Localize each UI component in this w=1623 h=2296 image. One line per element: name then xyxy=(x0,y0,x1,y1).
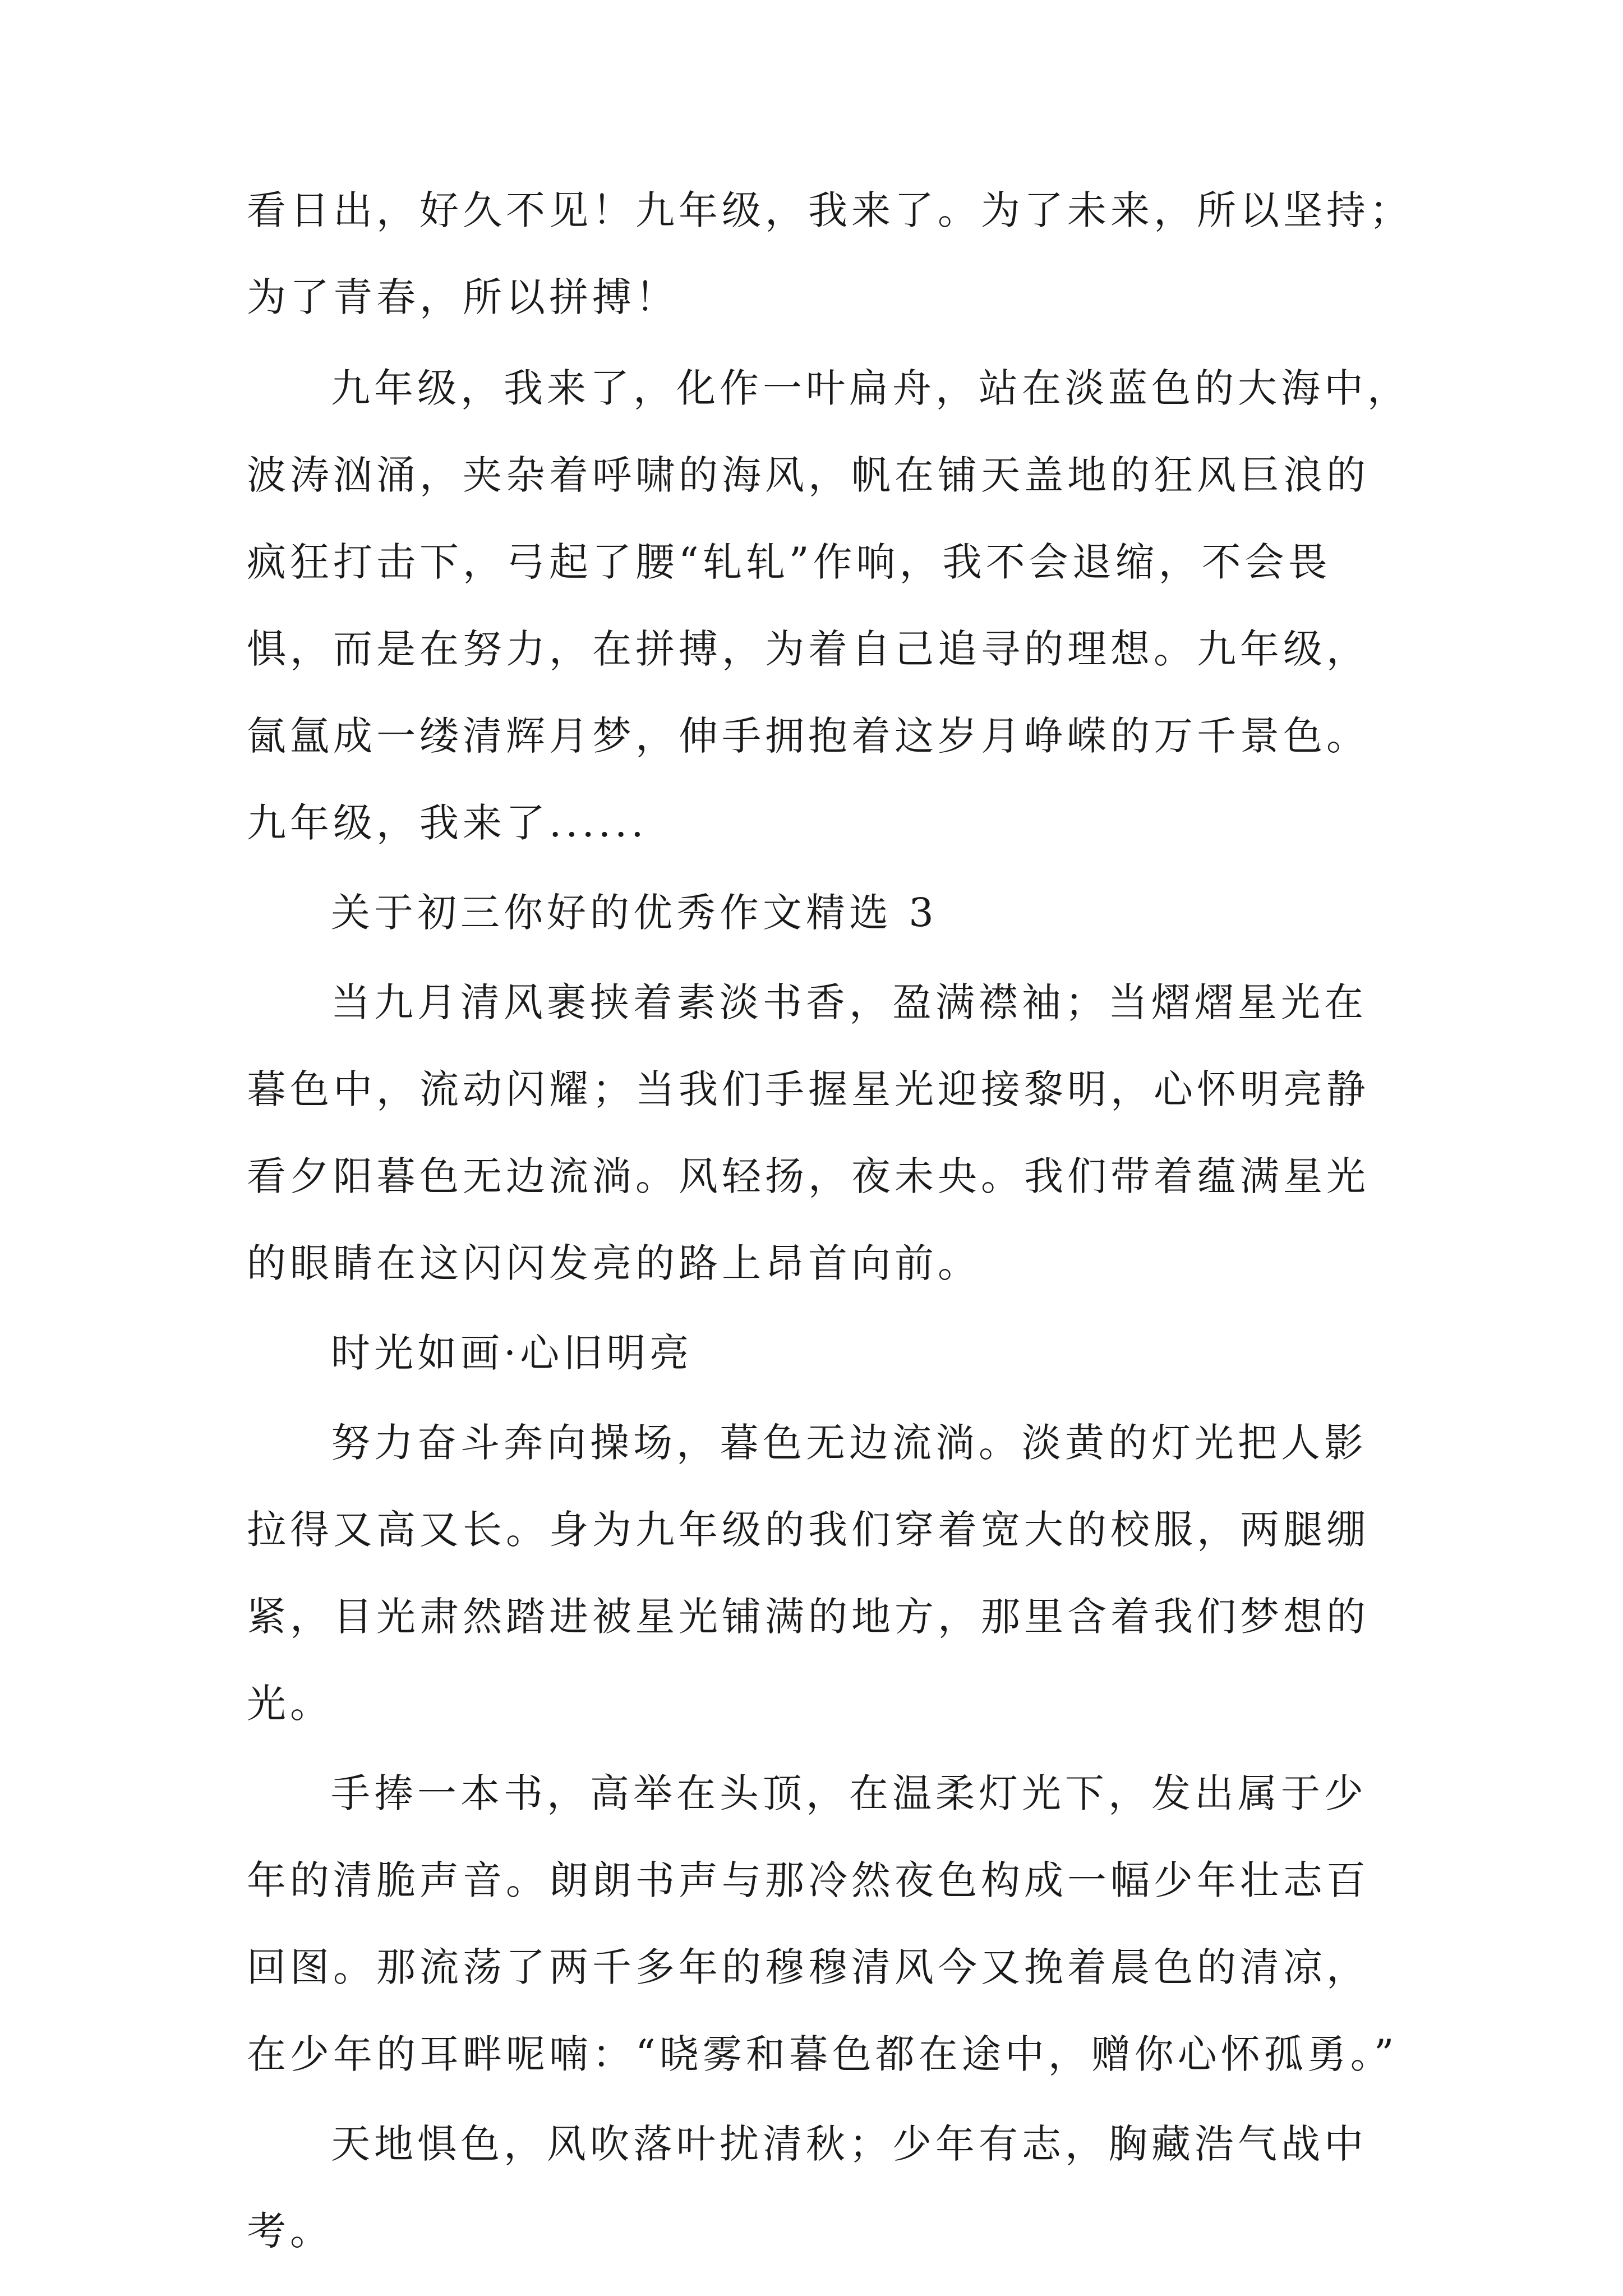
text-line-24: 考。 xyxy=(247,2208,333,2254)
text-line-4: 波涛汹涌，夹杂着呼啸的海风，帆在铺天盖地的狂风巨浪的 xyxy=(247,452,1370,498)
text-line-2: 为了青春，所以拼搏！ xyxy=(247,274,679,320)
text-line-20: 年的清脆声音。朗朗书声与那冷然夜色构成一幅少年壮志百 xyxy=(247,1857,1370,1903)
text-line-16: 拉得又高又长。身为九年级的我们穿着宽大的校服，两腿绷 xyxy=(247,1507,1370,1553)
text-line-12: 看夕阳暮色无边流淌。风轻扬，夜未央。我们带着蕴满星光 xyxy=(247,1153,1370,1199)
text-line-10: 当九月清风裹挟着素淡书香，盈满襟袖；当熠熠星光在 xyxy=(331,979,1367,1025)
text-line-22: 在少年的耳畔呢喃：“晓雾和暮色都在途中，赠你心怀孤勇。” xyxy=(247,2031,1398,2077)
text-line-23: 天地惧色，风吹落叶扰清秋；少年有志，胸藏浩气战中 xyxy=(331,2121,1367,2167)
text-line-5: 疯狂打击下，弓起了腰“轧轧”作响，我不会退缩，不会畏 xyxy=(247,539,1331,585)
text-line-21: 回图。那流荡了两千多年的穆穆清风今又挽着晨色的清凉， xyxy=(247,1944,1370,1990)
text-line-17: 紧，目光肃然踏进被星光铺满的地方，那里含着我们梦想的 xyxy=(247,1594,1370,1640)
text-line-19: 手捧一本书，高举在头顶，在温柔灯光下，发出属于少 xyxy=(331,1770,1367,1816)
text-line-13: 的眼睛在这闪闪发亮的路上昂首向前。 xyxy=(247,1240,981,1286)
subsection-heading: 时光如画·心旧明亮 xyxy=(331,1330,693,1376)
text-line-1: 看日出，好久不见！九年级，我来了。为了未来，所以坚持； xyxy=(247,187,1413,233)
text-line-8: 九年级，我来了...... xyxy=(247,800,648,846)
text-line-7: 氤氲成一缕清辉月梦，伸手拥抱着这岁月峥嵘的万千景色。 xyxy=(247,713,1370,759)
text-line-15: 努力奋斗奔向操场，暮色无边流淌。淡黄的灯光把人影 xyxy=(331,1420,1367,1466)
text-line-3: 九年级，我来了，化作一叶扁舟，站在淡蓝色的大海中， xyxy=(331,365,1410,411)
section-heading: 关于初三你好的优秀作文精选 3 xyxy=(331,890,938,936)
text-line-6: 惧，而是在努力，在拼搏，为着自己追寻的理想。九年级， xyxy=(247,626,1370,672)
text-line-18: 光。 xyxy=(247,1681,333,1727)
text-line-11: 暮色中，流动闪耀；当我们手握星光迎接黎明，心怀明亮静 xyxy=(247,1066,1370,1112)
